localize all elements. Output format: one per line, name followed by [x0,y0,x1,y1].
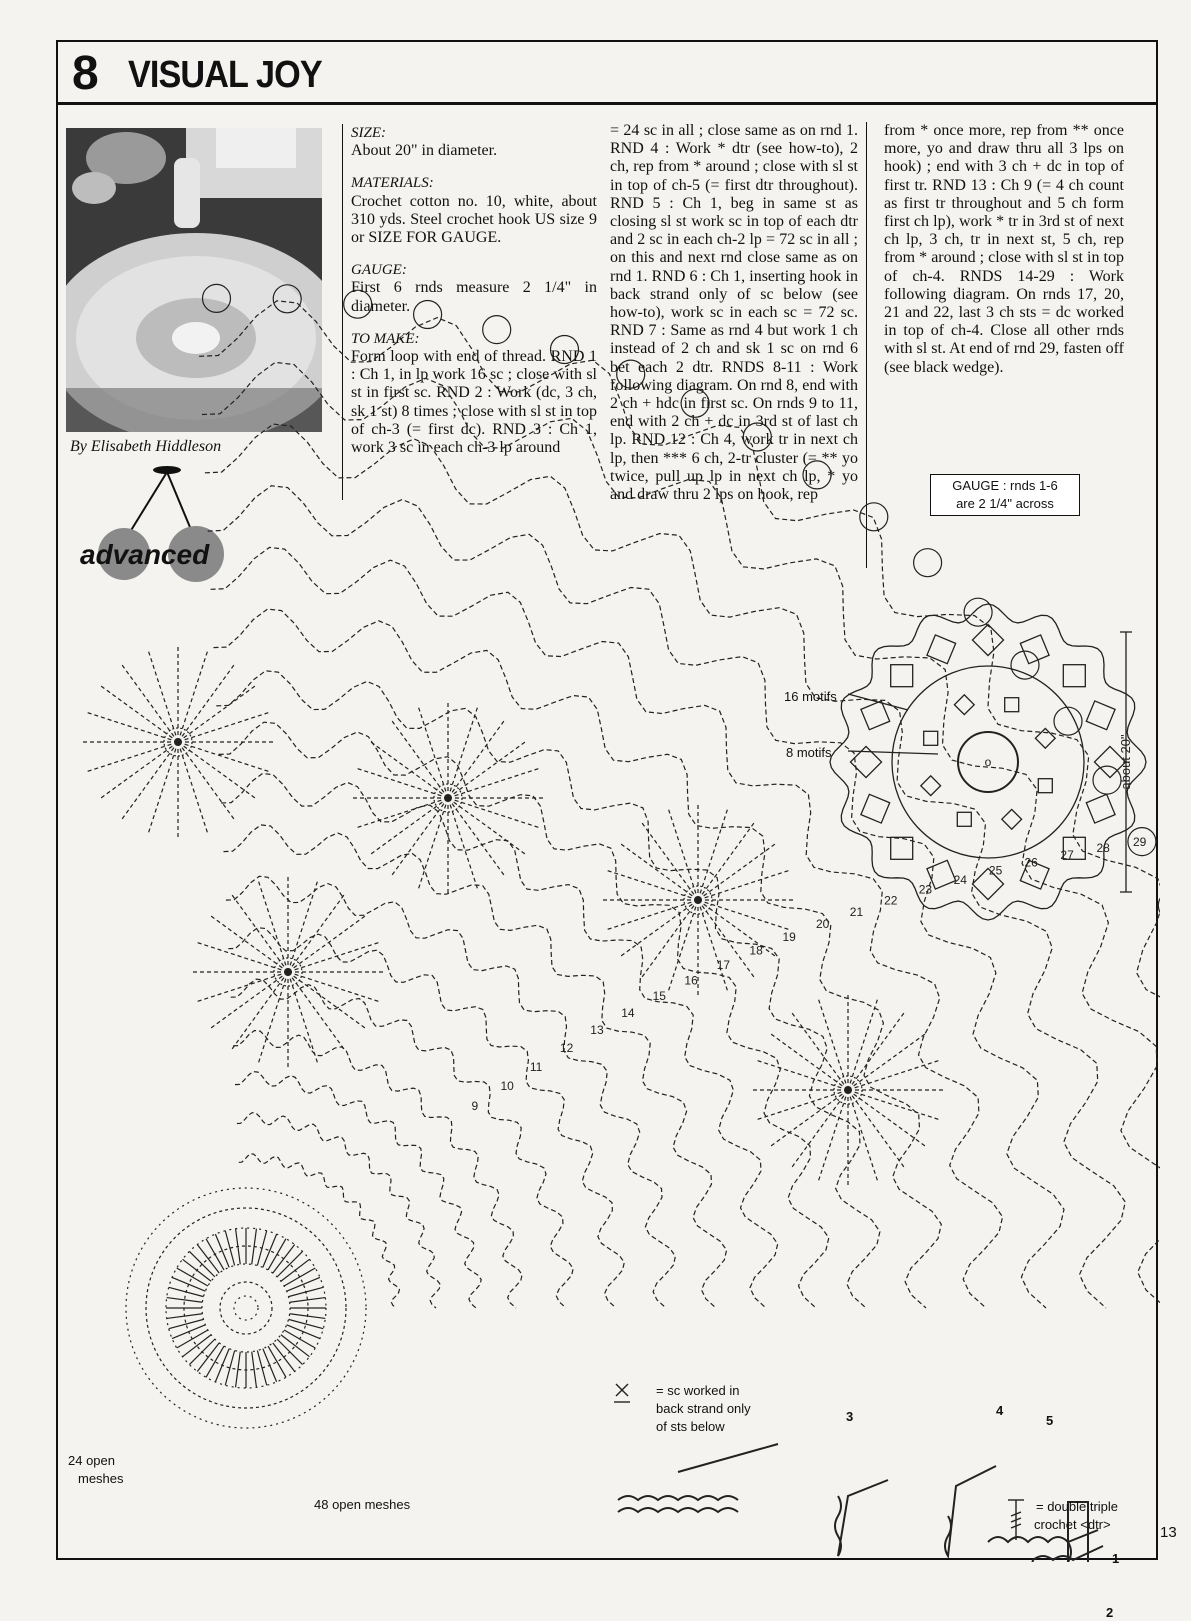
round-number: 19 [782,930,796,944]
round-arc [208,486,1064,1308]
motif-spoke [288,895,344,972]
motif-spoke [448,798,477,888]
center-stitch [189,1251,214,1276]
motif-spoke [178,742,234,819]
page-frame [56,40,1158,1620]
gauge-box-line-1: GAUGE : rnds 1-6 [952,478,1058,493]
materials-heading: MATERIALS: [351,175,434,192]
center-stitch [252,1229,257,1265]
motif-spoke [88,713,178,742]
doily-schematic [830,604,1146,920]
label-16-motifs: 16 motifs [784,689,837,704]
round-arc [233,1031,522,1309]
motif-spoke [88,742,178,771]
round-arc [211,547,1003,1308]
round-arc [219,722,829,1308]
schematic-motif-16 [1063,665,1085,687]
center-stitch [177,1330,208,1348]
schematic-motif-16 [972,868,1003,899]
gauge-box [930,474,1080,516]
round-number: 16 [684,973,698,988]
round-number: 22 [884,893,898,908]
center-stitch [215,1234,229,1267]
motif-center [684,886,712,914]
center-stitch [281,1335,310,1357]
round-number: 20 [816,917,830,931]
motif-spoke [698,900,754,977]
center-stitch [290,1298,326,1303]
motif-spoke [698,871,788,900]
center-stitch [197,1245,219,1274]
motif-spoke [848,1000,877,1090]
center-stitch [289,1319,324,1328]
motif-spoke [198,972,288,1001]
motif-spoke [232,895,288,972]
round-arc [226,876,676,1308]
schematic-outline [830,604,1146,920]
schematic-motif-8 [921,776,941,796]
round-number: 26 [1024,855,1038,870]
center-stitch [290,1314,326,1319]
motif-center [274,958,302,986]
round-number: 9 [471,1099,479,1114]
round-number: 13 [590,1023,604,1038]
motif-spoke [448,721,504,798]
motif-spoke [642,823,698,900]
motif-spoke [669,810,698,900]
schematic-motif-16 [1020,635,1049,664]
round-number: 15 [652,989,666,1004]
motif-spoke [178,742,255,798]
round-number: 12 [559,1041,574,1056]
motif-spoke [848,1061,938,1090]
center-stitch [183,1259,212,1281]
size-heading: SIZE: [351,125,386,141]
center-round [126,1188,366,1428]
schematic-motif-8 [1035,728,1055,748]
edge-scallop [1128,828,1156,856]
schematic-motif-16 [1063,837,1085,859]
center-stitch [177,1268,208,1286]
leader-8 [848,751,938,754]
edge-scallop [1054,707,1082,735]
round-arc [231,979,574,1308]
schematic-motif-8 [1005,698,1019,712]
schematic-motifs [850,624,1125,899]
motif-spoke [419,708,448,798]
motif-spoke [608,871,698,900]
motif-spoke [101,742,178,798]
step-1: 1 [1112,1551,1120,1566]
motif-spoke [288,916,365,972]
motif-spoke [771,1090,848,1146]
round-number: 29 [1133,835,1147,850]
motif-spoke [819,1090,848,1180]
motif-spoke [149,742,178,832]
round-number: 11 [529,1059,543,1074]
center-round [184,1246,308,1370]
center-stitch [287,1325,320,1339]
center-stitch [172,1325,205,1339]
edge-scallop [1093,766,1121,794]
motif-spoke [758,1061,848,1090]
motif-spoke [371,798,448,854]
motif-spoke [259,972,288,1062]
motif-spoke [848,1090,904,1167]
open-24-line-2: meshes [78,1471,124,1486]
step-4: 4 [996,1403,1004,1418]
motif-spoke [288,972,317,1062]
motif-spoke [698,810,727,900]
motif-spoke [758,1090,848,1119]
to-make-text: Form loop with end of thread. RND 1 : Ch 1, in lp work 16 sc ; close with sl st in first sc. RND 2 : Work (dc, 3 ch, sk 1 st) 8 times ; close with sl st in top of ch-3 (= first dc). RND 3 : Ch 1, work 3 sc in each ch-3 lp around [351,348,597,457]
motif-spoke [448,798,525,854]
motif-spoke [698,900,775,956]
motif-spoke [819,1000,848,1090]
center-stitch [277,1339,302,1364]
center-stitch [289,1287,324,1296]
motif-spoke [848,1090,938,1119]
step-3: 3 [846,1409,854,1424]
motif-spoke [392,798,448,875]
instructions-column-2 [610,122,867,568]
schematic-center-mark: o [984,755,992,769]
motif-spoke [178,652,207,742]
size-text: About 20" in diameter. [351,142,498,160]
dtr-legend-line-2: crochet <dtr> [1034,1517,1111,1532]
sc-legend-line-1: = sc worked in [656,1383,740,1398]
center-round [146,1208,346,1408]
center-stitch [197,1343,219,1372]
motif-spoke [178,742,207,832]
round-arc [228,928,624,1308]
page-number: 13 [1160,1524,1177,1541]
center-stitch [215,1349,229,1382]
center-stitch [167,1314,203,1319]
to-make-heading: TO MAKE: [351,330,420,347]
motif-spoke [621,900,698,956]
motif-spoke [288,972,378,1001]
dimension-label: about 20" [1118,734,1133,790]
motif-spoke [448,798,504,875]
advanced-badge [72,462,262,582]
round-number: 21 [849,904,864,919]
round-number: 10 [500,1079,514,1094]
step-2: 2 [1106,1605,1114,1620]
materials-text: Crochet cotton no. 10, white, about 310 yds. Steel crochet hook US size 9 or SIZE FOR GAUGE. [351,192,597,247]
center-stitch [183,1335,212,1357]
center-round [234,1296,258,1320]
round-arc [216,671,880,1308]
center-stitch [263,1349,277,1382]
motif-spoke [621,844,698,900]
motif-spoke [448,708,477,798]
motif-spoke [211,916,288,972]
center-stitch [206,1346,224,1377]
motif-spoke [848,1090,925,1146]
round-arc [221,774,778,1309]
motif-spoke [642,900,698,977]
motif-spoke [669,900,698,990]
motif-spoke [448,769,538,798]
schematic-motif-8 [1002,809,1022,829]
center-stitch [284,1268,315,1286]
center-round [220,1282,272,1334]
round-number: 28 [1096,841,1110,856]
center-stitch [189,1339,214,1364]
motif-spoke [419,798,448,888]
center-stitch [206,1239,224,1270]
motif-spoke [698,823,754,900]
motif-spoke [288,972,365,1028]
schematic-motif-16 [927,860,956,889]
instructions-column-1 [342,124,597,500]
center-stitch [236,1229,241,1265]
center-stitch [281,1259,310,1281]
round-numbers [472,835,1147,1113]
pattern-header [58,42,1156,105]
motif-spoke [288,943,378,972]
motif-spoke [698,844,775,900]
motif-spoke [232,972,288,1049]
motif-spoke [288,972,344,1049]
column-2-text: = 24 sc in all ; close same as on rnd 1. RND 4 : Work * dtr (see how-to), 2 ch, rep from * around ; close with sl st in top of ch-5 (= first dtr throughout). RND 5 : Ch 1, beg in same st as closing sl st work sc in top of each dtr and 2 sc in each ch-2 lp = 72 sc in all ; on this and next rnd close same as on rnd 1. RND 6 : Ch 1, inserting hook in back strand only of sc below (see how-to), work sc in each sc = 72 sc. RND 7 : Same as rnd 4 but work 1 ch instead of 2 ch and sk 1 sc on rnd 6 bet each 2 dtr. RNDS 8-11 : Work following diagram. On rnd 8, end with 2 ch + hdc in first sc. On rnds 9 to 11, end with 2 ch + dc in 3rd st of last ch lp. RND 12 : Ch 4, work tr in next ch lp, then *** 6 ch, 2-tr cluster (= ** yo twice, pull up lp in next ch lp, * yo and draw thru 2 lps on hook, rep [610,122,858,504]
motif-center [434,784,462,812]
pattern-number: 8 [72,47,98,100]
motif-spoke [792,1013,848,1090]
gauge-text: First 6 rnds measure 2 1/4" in diameter. [351,279,597,315]
schematic-motif-16 [861,794,890,823]
schematic-motif-16 [1094,746,1125,777]
dtr-symbol [1008,1500,1024,1540]
round-number: 25 [988,863,1003,878]
round-number: 24 [953,872,967,887]
motif-spoke [392,721,448,798]
motif-spoke [771,1034,848,1090]
round-arc [237,1113,440,1308]
motif-spoke [448,798,538,827]
motif-spoke [792,1090,848,1167]
motif-spoke [848,1013,904,1090]
center-stitch [277,1251,302,1276]
schematic-motif-16 [972,624,1003,655]
motif-spoke [101,686,178,742]
dtr-legend-line-1: = double triple [1036,1499,1119,1514]
step-5: 5 [1046,1413,1054,1428]
center-stitch [252,1352,257,1388]
schematic-motif-8 [924,731,938,745]
center-stitch [236,1352,241,1388]
sc-legend-line-3: of sts below [656,1419,725,1434]
center-stitch [169,1319,204,1328]
motif-spoke [178,742,268,771]
advanced-label: advanced [80,539,210,570]
motif-spoke [178,713,268,742]
schematic-motif-16 [927,635,956,664]
motif-spoke [149,652,178,742]
round-arc [224,825,727,1308]
edge-scallop [1158,891,1160,919]
motif-spoke [198,943,288,972]
round-number: 17 [716,958,731,973]
motif-spoke [122,742,178,819]
motif-spoke [178,686,255,742]
round-number: 18 [749,943,763,958]
schematic-center-circle [958,732,1018,792]
open-24-line-1: 24 open [68,1453,115,1468]
motif-spoke [288,882,317,972]
motif-spoke [698,900,727,990]
center-round [166,1228,326,1388]
edge-scallop [964,598,992,626]
motif-spoke [371,742,448,798]
motif-spoke [122,665,178,742]
motif-spoke [608,900,698,929]
schematic-motif-16 [1086,701,1115,730]
round-number: 27 [1060,847,1074,862]
center-stitch [284,1330,315,1348]
round-arc [214,609,942,1308]
motif-spoke [848,1034,925,1090]
center-stitch [257,1351,266,1386]
schematic-motif-8 [954,695,974,715]
byline: By Elisabeth Hiddleson [70,438,222,455]
center-stitch [287,1277,320,1291]
motif-spoke [698,900,788,929]
how-to-illustrations [618,1444,1103,1562]
schematic-motif-8 [957,812,971,826]
center-stitch [257,1231,266,1266]
center-stitch [167,1298,203,1303]
open-48-label: 48 open meshes [314,1497,411,1512]
round-arc [235,1072,481,1308]
center-stitch [268,1346,286,1377]
schematic-motif-16 [891,837,913,859]
motif-center [164,728,192,756]
motif-spoke [358,769,448,798]
center-stitch [225,1351,234,1386]
center-stitch [273,1245,295,1274]
schematic-motif-16 [861,701,890,730]
center-stitch [273,1343,295,1372]
label-8-motifs: 8 motifs [786,745,832,760]
round-arc [239,1154,400,1308]
schematic-inner-ring [892,666,1084,858]
center-stitch [263,1234,277,1267]
edge-scallop [1011,651,1039,679]
pattern-title: VISUAL JOY [128,54,322,96]
motif-spoke [211,972,288,1028]
motif-spoke [448,742,525,798]
center-stitch [225,1231,234,1266]
center-stitch [172,1277,205,1291]
gauge-heading: GAUGE: [351,262,407,279]
schematic-motif-16 [1020,860,1049,889]
sc-back-strand-symbol [614,1384,630,1402]
motif-spoke [178,665,234,742]
center-stitch [268,1239,286,1270]
gauge-box-line-2: are 2 1/4" across [956,496,1054,511]
round-number: 14 [621,1005,635,1020]
schematic-motif-16 [891,665,913,687]
center-stitch [169,1287,204,1296]
round-number: 23 [918,882,933,897]
instructions-column-3 [884,122,1124,377]
schematic-motif-16 [850,746,881,777]
leader-16 [848,694,908,710]
motif-center [834,1076,862,1104]
center-round [202,1264,290,1352]
sc-legend-line-2: back strand only [656,1401,751,1416]
doily-photo [66,128,322,432]
doily-photo-illustration [66,128,322,432]
edge-scallop [914,549,942,577]
schematic-motif-8 [1038,779,1052,793]
motif-spoke [848,1090,877,1180]
motif-spoke [259,882,288,972]
column-3-text: from * once more, rep from ** once more, yo and draw thru all 3 lps on hook) ; end with 3 ch + dc in top of first tr. RND 13 : Ch 9 (= 4 ch count as first tr throughout and 5 ch form first ch lp), work * tr in 3rd st of next ch lp, 3 ch, tr in next st, 5 ch, rep from * around ; close with sl st in top of ch-4. RNDS 14-29 : Work following diagram. On rnds 17, 20, 21 and 22, last 3 ch sts = dc worked in top of ch-4. Close all other rnds with sl st. At end of rnd 29, fasten off (see black wedge). [884,122,1124,376]
motif-spoke [358,798,448,827]
schematic-motif-16 [1086,794,1115,823]
